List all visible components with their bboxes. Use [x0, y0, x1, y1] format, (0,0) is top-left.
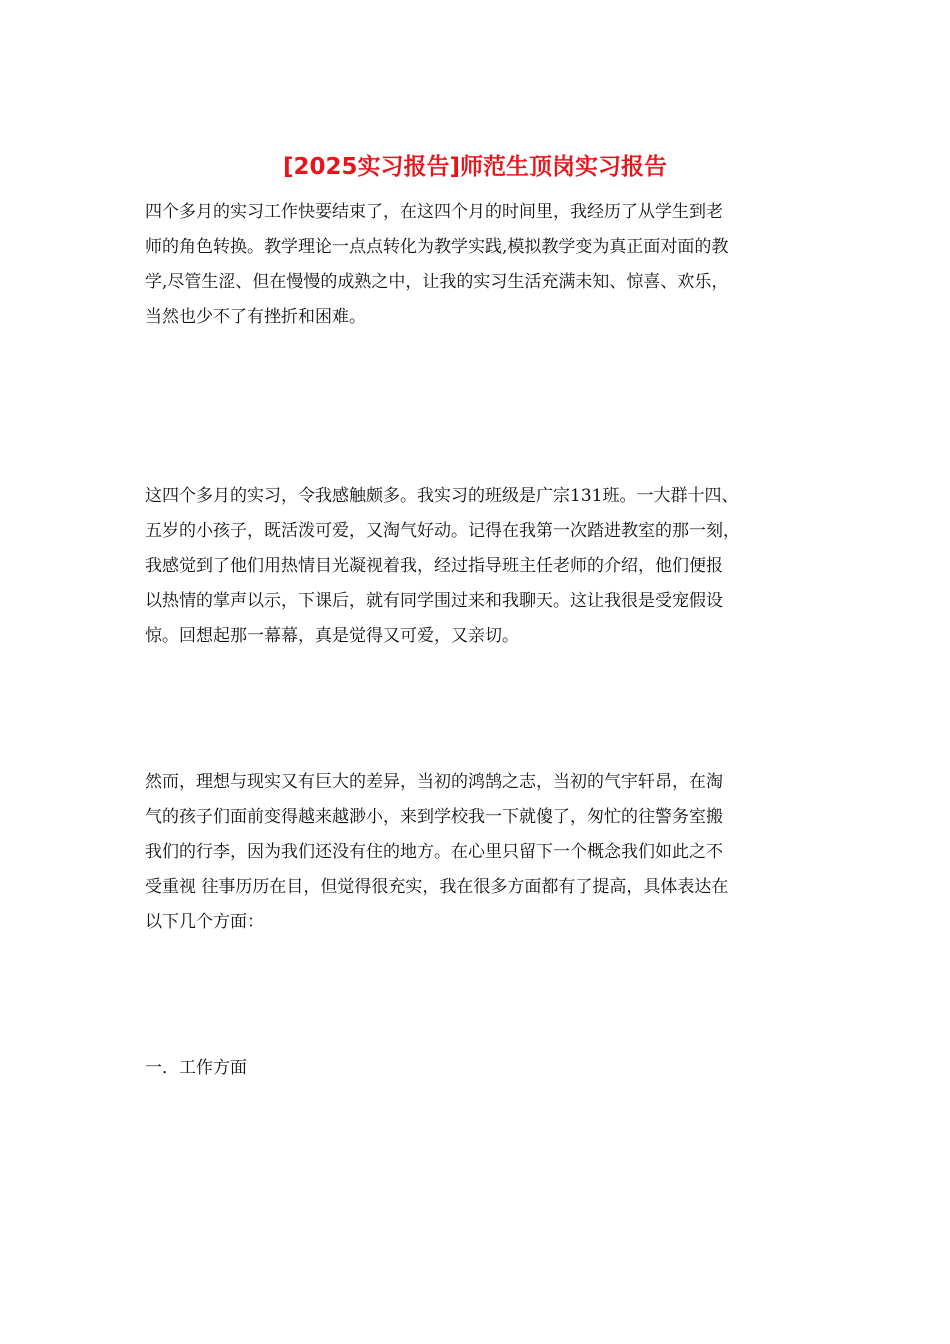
paragraph-line: 我感觉到了他们用热情目光凝视着我，经过指导班主任老师的介绍，他们便报: [145, 556, 723, 576]
paragraph-line: 惊。回想起那一幕幕，真是觉得又可爱，又亲切。: [145, 626, 519, 646]
paragraph-intro: [145, 195, 815, 335]
paragraph-line: 当然也少不了有挫折和困难。: [145, 307, 366, 327]
paragraph-line: 我们的行李，因为我们还没有住的地方。在心里只留下一个概念我们如此之不: [145, 842, 723, 862]
paragraph-line: 以热情的掌声以示，下课后，就有同学围过来和我聊天。这让我很是受宠假设: [145, 591, 723, 611]
document-title: [2025实习报告]师范生顶岗实习报告: [282, 154, 668, 180]
paragraph-line: 受重视 往事历历在目，但觉得很充实，我在很多方面都有了提高，具体表达在: [145, 877, 729, 897]
paragraph-reality: [145, 765, 815, 940]
paragraph-class-impression: [145, 479, 815, 654]
section-heading-work: [145, 1051, 815, 1086]
paragraph-line: 以下几个方面：: [145, 912, 264, 932]
paragraph-line: 师的角色转换。教学理论一点点转化为教学实践,模拟教学变为真正面对面的教: [145, 237, 729, 257]
paragraph-line: 五岁的小孩子，既活泼可爱，又淘气好动。记得在我第一次踏进教室的那一刻，: [145, 521, 740, 541]
paragraph-line: 学,尽管生涩、但在慢慢的成熟之中，让我的实习生活充满未知、惊喜、欢乐，: [145, 272, 729, 292]
paragraph-line: 气的孩子们面前变得越来越渺小，来到学校我一下就傻了，匆忙的往警务室搬: [145, 807, 723, 827]
paragraph-line: 然而，理想与现实又有巨大的差异，当初的鸿鹄之志，当初的气宇轩昂，在淘: [145, 772, 723, 792]
paragraph-line: 一．工作方面: [145, 1058, 247, 1078]
paragraph-line: 这四个多月的实习，令我感触颇多。我实习的班级是广宗131班。一大群十四、: [145, 486, 739, 506]
paragraph-line: 四个多月的实习工作快要结束了，在这四个月的时间里，我经历了从学生到老: [145, 202, 723, 222]
